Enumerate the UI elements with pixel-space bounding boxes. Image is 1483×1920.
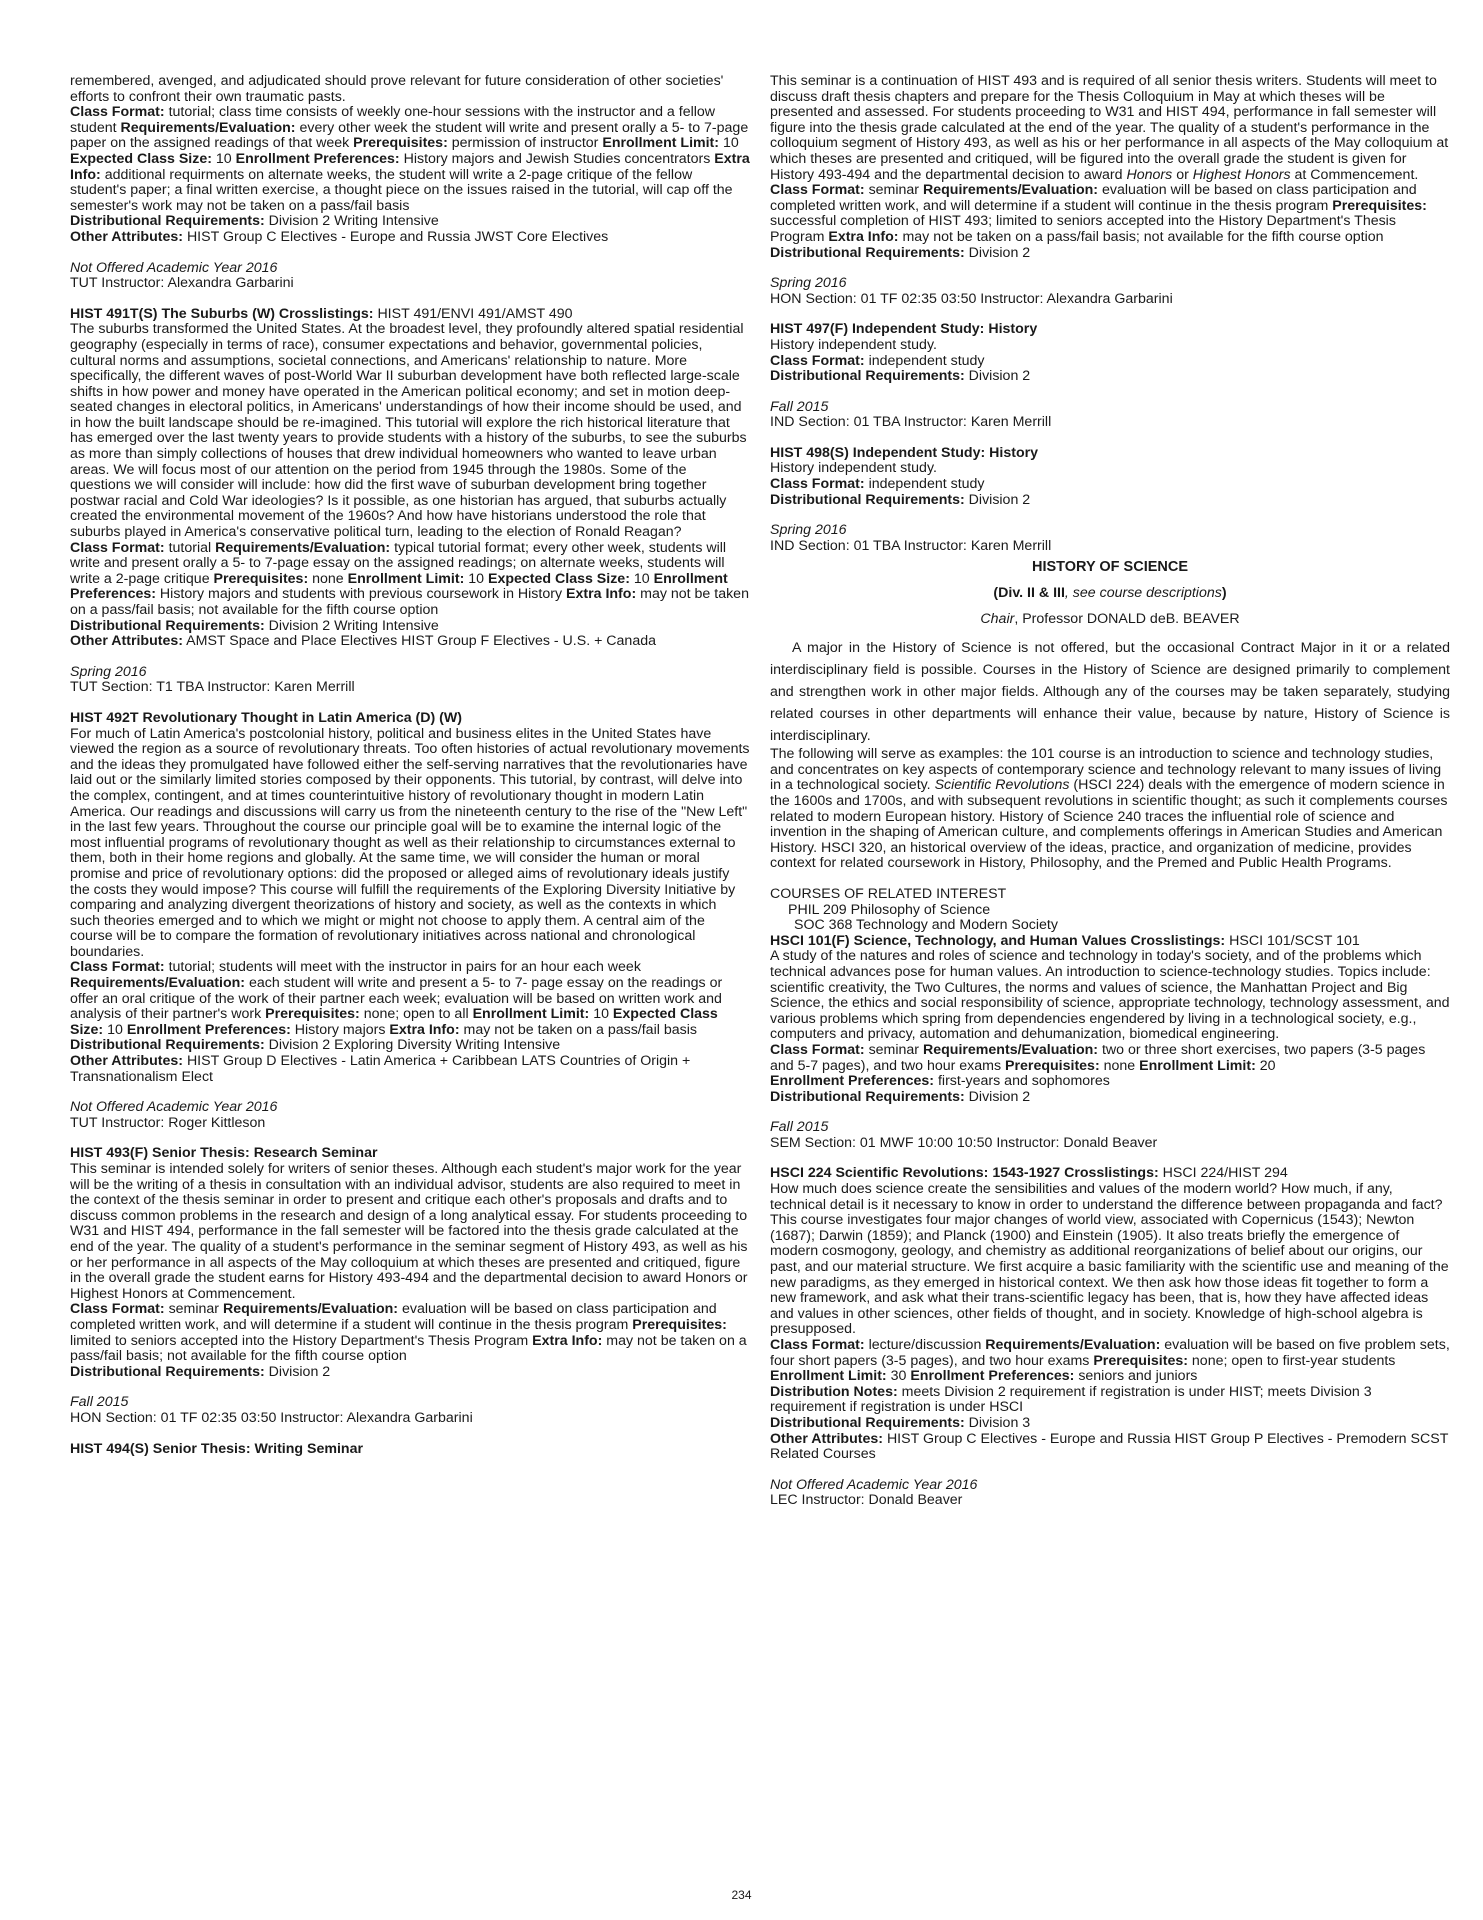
course-description: History independent study.	[770, 336, 937, 353]
section-info: HON Section: 01 TF 02:35 03:50 Instructor: Alexandra Garbarini	[770, 290, 1173, 307]
department-header	[770, 560, 1450, 933]
term: Not Offered Academic Year 2016	[770, 1476, 978, 1493]
page-number: 234	[731, 1888, 752, 1902]
course-description: This seminar is a continuation of HIST 493 and is required of all senior thesis writers. Students will meet to discuss draft thesis chapters and prepare for the Thesis Colloquium in May at which theses will be presented and assessed. For students proceeding to W31 and HIST 494, performance in fall semester will figure into the thesis grade calculated at the end of the year. The quality of a student's performance in the colloquium segment of History 493, as well as his or her performance in all aspects of the May colloquium at which theses are presented and critiqued, will be figured into the overall grade the student is given for History 493-494 and the departmental decision to award Honors or Highest Honors at Commencement.	[770, 73, 1449, 183]
course-title: HIST 492T Revolutionary Thought in Latin America (D) (W)	[70, 709, 463, 726]
course-description: History independent study.	[770, 460, 937, 477]
related-course: PHIL 209 Philosophy of Science	[788, 901, 991, 918]
term: Fall 2015	[770, 398, 829, 415]
course-entry: HIST 497(F) Independent Study: History History independent study. Class Format: independent study Distributional Requirements: Division 2 Fall 2015 IND Section: 01 TBA Instructor: Karen Merrill	[770, 322, 1450, 431]
term: Spring 2016	[70, 663, 147, 680]
right-column	[770, 74, 1450, 1509]
term: Spring 2016	[770, 522, 847, 539]
course-entry: HSCI 101(F) Science, Technology, and Human Values Crosslistings: HSCI 101/SCST 101 A study of the natures and roles of science and technology in today's society, and of the problems which technical advances pose for human values. An introduction to science-technology studies. Topics include: scientific creativity, the Two Cultures, the norms and values of science, the Manhattan Project and Big Science, the ethics and social responsibility of science, appropriate technology, technology assessment, and various problems which spring from dependencies engendered by living in a technological society, e.g., computers and privacy, automation and dehumanization, biomedical engineering. Class Format: seminar Requirements/Evaluation: two or three short exercises, two papers (3-5 pages and 5-7 pages), and two hour exams Prerequisites: none Enrollment Limit: 20 Enrollment Preferences: first-years and sophomores Distributional Requirements: Division 2 Fall 2015 SEM Section: 01 MWF 10:00 10:50 Instructor: Donald Beaver	[770, 932, 1450, 1151]
course-description: The suburbs transformed the United States. At the broadest level, they profoundly altered spatial residential geography (especially in terms of race), consumer expectations and behavior, governmental policies, cultural norms and assumptions, societal connections, and Americans' relationship to nature. More specifically, the different waves of post-World War II suburban development have both reflected large-scale shifts in how power and money have operated in the American political economy; and set in motion deep-seated changes in electoral politics, in Americans' understandings of how their income should be used, and in how the built landscape should be re-imagined. This tutorial will explore the rich historical literature that has emerged over the last twenty years to provide students with a history of the suburbs, to see the suburbs as more than simply collections of houses that drew individual homeowners who wanted to leave urban areas. We will focus most of our attention on the period from 1945 through the 1980s. Some of the questions we will consider will include: how did the first wave of suburban development bring together postwar racial and Cold War ideologies? Is it possible, as one historian has argued, that suburbs actually created the environmental movement of the 1960s? And how have historians understood the role that suburbs played in America's conservative political turn, leading to the election of Ronald Reagan?	[70, 321, 747, 541]
course-description: How much does science create the sensibilities and values of the modern world? How much, if any, technical detail is it necessary to know in order to understand the difference between propaganda and fact? This course investigates four major changes of world view, associated with Copernicus (1543); Newton (1687); Darwin (1859); and Planck (1900) and Einstein (1905). It also treats briefly the emergence of modern cosmogony, geology, and chemistry as additional reorganizations of belief about our origins, our past, and our material structure. We first acquire a basic familiarity with the scientific use and meaning of the new paradigms, as they emerged in historical context. We then ask how those ideas fit together to form a new framework, and ask what their trans-scientific legacy has been, that is, how they have affected ideas and values in other sciences, other fields of thought, and in society. Knowledge of high-school algebra is presupposed.	[770, 1181, 1449, 1338]
course-entry: HIST 493(F) Senior Thesis: Research Seminar This seminar is intended solely for writers of senior theses. Although each student's major work for the year will be the writing of a thesis in consultation with an individual advisor, students are also required to meet in the context of the thesis seminar in order to present and critique each other's proposals and drafts and to discuss common problems in the research and design of a long analytical essay. For students proceeding to W31 and HIST 494, performance in the fall semester will be factored into the thesis grade calculated at the end of the year. The quality of a student's performance in the seminar segment of History 493, as well as his or her performance in all aspects of the May colloquium at which theses are presented and critiqued, figure in the overall grade the student earns for History 493-494 and the departmental decision to award Honors or Highest Honors at Commencement. Class Format: seminar Requirements/Evaluation: evaluation will be based on class participation and completed written work, and will determine if a student will continue in the thesis program Prerequisites: limited to seniors accepted into the History Department's Thesis Program Extra Info: may not be taken on a pass/fail basis; not available for the fifth course option Distributional Requirements: Division 2 Fall 2015 HON Section: 01 TF 02:35 03:50 Instructor: Alexandra Garbarini	[70, 1146, 750, 1426]
term: Fall 2015	[770, 1119, 829, 1136]
section-info: HON Section: 01 TF 02:35 03:50 Instructor: Alexandra Garbarini	[70, 1409, 473, 1426]
course-description: A study of the natures and roles of science and technology in today's society, and of the problems which technical advances pose for human values. An introduction to science-technology studies. Topics include: scientific creativity, the Two Cultures, the norms and values of science, the Manhattan Project and Big Science, the ethics and social responsibility of science, appropriate technology, technology assessment, and various problems which spring from dependencies engendered by living in a technological society, e.g., computers and privacy, automation and dehumanization, biomedical engineering.	[770, 948, 1450, 1043]
course-title: HIST 491T(S) The Suburbs (W) Crosslistings: HIST 491/ENVI 491/AMST 490	[70, 305, 573, 322]
course-entry	[70, 1442, 750, 1458]
course-title: HSCI 224 Scientific Revolutions: 1543-1927 Crosslistings: HSCI 224/HIST 294	[770, 1165, 1288, 1182]
related-courses-heading: COURSES OF RELATED INTEREST	[770, 885, 1007, 902]
course-title: HIST 493(F) Senior Thesis: Research Seminar	[70, 1145, 378, 1162]
section-info: TUT Instructor: Roger Kittleson	[70, 1114, 266, 1131]
course-entry-continued: remembered, avenged, and adjudicated should prove relevant for future consideration of other societies' efforts to confront their own traumatic pasts. Class Format: tutorial; class time consists of weekly one-hour sessions with the instructor and a fellow student Requirements/Evaluation: every other week the student will write and present orally a 5- to 7-page paper on the assigned readings of that week Prerequisites: permission of instructor Enrollment Limit: 10 Expected Class Size: 10 Enrollment Preferences: History majors and Jewish Studies concentrators Extra Info: additional requirments on alternate weeks, the student will write a 2-page critique of the fellow student's paper; a final written exercise, a thought piece on the issues raised in the tutorial, will cap off the semester's work may not be taken on a pass/fail basis Distributional Requirements: Division 2 Writing Intensive Other Attributes: HIST Group C Electives - Europe and Russia JWST Core Electives Not Offered Academic Year 2016 TUT Instructor: Alexandra Garbarini	[70, 73, 750, 292]
department-divisions: (Div. II & III, see course descriptions)	[993, 585, 1227, 602]
section-info: TUT Instructor: Alexandra Garbarini	[70, 275, 294, 292]
term: Fall 2015	[70, 1394, 129, 1411]
department-intro: A major in the History of Science is not offered, but the occasional Contract Major in it or a related interdisciplinary field is possible. Courses in the History of Science are designed primarily to complement and strengthen work in other major fields. Although any of the courses may be taken separately, studying related courses in other departments will enhance their value, because by nature, History of Science is interdisciplinary.	[770, 640, 1450, 745]
term: Spring 2016	[770, 275, 847, 292]
section-info: SEM Section: 01 MWF 10:00 10:50 Instructor: Donald Beaver	[770, 1134, 1158, 1151]
course-description: remembered, avenged, and adjudicated should prove relevant for future consideration of other societies' efforts to confront their own traumatic pasts.	[70, 73, 724, 105]
course-description: This seminar is intended solely for writers of senior theses. Although each student's major work for the year will be the writing of a thesis in consultation with an individual advisor, students are also required to meet in the context of the thesis seminar in order to present and critique each other's proposals and drafts and to discuss common problems in the research and design of a long analytical essay. For students proceeding to W31 and HIST 494, performance in the fall semester will be factored into the thesis grade calculated at the end of the year. The quality of a student's performance in the seminar segment of History 493, as well as his or her performance in all aspects of the May colloquium at which theses are presented and critiqued, figure in the overall grade the student earns for History 493-494 and the departmental decision to award Honors or Highest Honors at Commencement.	[70, 1161, 748, 1302]
term: Not Offered Academic Year 2016	[70, 1099, 278, 1116]
term: Not Offered Academic Year 2016	[70, 259, 278, 276]
department-chair: Chair, Professor DONALD deB. BEAVER	[980, 610, 1240, 627]
left-column	[70, 74, 750, 1457]
course-entry: HIST 491T(S) The Suburbs (W) Crosslistings: HIST 491/ENVI 491/AMST 490 The suburbs transformed the United States. At the broadest level, they profoundly altered spatial residential geography (especially in terms of race), consumer expectations and behavior, governmental policies, cultural norms and assumptions, societal connections, and Americans' relationship to nature. More specifically, the different waves of post-World War II suburban development have both reflected large-scale shifts in how power and money have operated in the American political economy; and set in motion deep-seated changes in electoral politics, in Americans' understandings of how their income should be used, and in how the built landscape should be re-imagined. This tutorial will explore the rich historical literature that has emerged over the last twenty years to provide students with a history of the suburbs, to see the suburbs as more than simply collections of houses that drew individual homeowners who wanted to leave urban areas. We will focus most of our attention on the period from 1945 through the 1980s. Some of the questions we will consider will include: how did the first wave of suburban development bring together postwar racial and Cold War ideologies? Is it possible, as one historian has argued, that suburbs actually created the environmental movement of the 1960s? And how have historians understood the role that suburbs played in America's conservative political turn, leading to the election of Ronald Reagan? Class Format: tutorial Requirements/Evaluation: typical tutorial format; every other week, students will write and present orally a 5- to 7-page essay on the assigned readings; on alternate weeks, students will write a 2-page critique Prerequisites: none Enrollment Limit: 10 Expected Class Size: 10 Enrollment Preferences: History majors and students with previous coursework in History Extra Info: may not be taken on a pass/fail basis; not available for the fifth course option Distributional Requirements: Division 2 Writing Intensive Other Attributes: AMST Space and Place Electives HIST Group F Electives - U.S. + Canada Spring 2016 TUT Section: T1 TBA Instructor: Karen Merrill	[70, 305, 749, 696]
course-title: HIST 494(S) Senior Thesis: Writing Seminar	[70, 1440, 364, 1457]
course-description: For much of Latin America's postcolonial history, political and business elites in the United States have viewed the region as a source of revolutionary threats. Too often histories of actual revolutionary movements and the ideas they promulgated have followed either the self-serving narratives that the revolutionaries have laid out or the similarly limited stories composed by their opponents. This tutorial, by contrast, will delve into the complex, contingent, and at times counterintuitive history of revolutionary thought in modern Latin America. Our readings and discussions will carry us from the nineteenth century to the rise of the "New Left" in the last few years. Throughout the course our principle goal will be to examine the internal logic of the most influential programs of revolutionary thought as well as their relationship to circumstances external to them, both in their home regions and globally. At the same time, we will consider the human or moral promise and price of revolutionary options: did the proposed or alleged aims of revolutionary ideals justify the costs they would impose? This course will fulfill the requirements of the Exploring Diversity Initiative by comparing and analyzing divergent theorizations of history and society, as well as the contexts in which such theories emerged and to which we might or might not choose to apply them. A central aim of the course will be to compare the formation of revolutionary initiatives across national and chronological boundaries.	[70, 725, 750, 960]
course-title: HIST 497(F) Independent Study: History	[770, 321, 1038, 338]
course-entry-continued: This seminar is a continuation of HIST 493 and is required of all senior thesis writers. Students will meet to discuss draft thesis chapters and prepare for the Thesis Colloquium in May at which theses will be presented and assessed. For students proceeding to W31 and HIST 494, performance in fall semester will figure into the thesis grade calculated at the end of the year. The quality of a student's performance in the colloquium segment of History 493, as well as his or her performance in all aspects of the May colloquium at which theses are presented and critiqued, will be figured into the overall grade the student is given for History 493-494 and the departmental decision to award Honors or Highest Honors at Commencement. Class Format: seminar Requirements/Evaluation: evaluation will be based on class participation and completed written work, and will determine if a student will continue in the thesis program Prerequisites: successful completion of HIST 493; limited to seniors accepted into the History Department's Thesis Program Extra Info: may not be taken on a pass/fail basis; not available for the fifth course option Distributional Requirements: Division 2 Spring 2016 HON Section: 01 TF 02:35 03:50 Instructor: Alexandra Garbarini	[770, 73, 1449, 307]
department-title: HISTORY OF SCIENCE	[1031, 559, 1189, 576]
course-entry: HSCI 224 Scientific Revolutions: 1543-1927 Crosslistings: HSCI 224/HIST 294 How much does science create the sensibilities and values of the modern world? How much, if any, technical detail is it necessary to know in order to understand the difference between propaganda and fact? This course investigates four major changes of world view, associated with Copernicus (1543); Newton (1687); Darwin (1859); and Planck (1900) and Einstein (1905). It also treats briefly the emergence of modern cosmogony, geology, and chemistry as additional reorganizations of belief about our origins, our past, and our material structure. We first acquire a basic familiarity with the scientific use and meaning of the new paradigms, as they emerged in historical context. We then ask how those ideas fit together to form a new framework, and ask what their trans-scientific legacy has been, that is, how they have affected ideas and values in other sciences, other fields of thought, and in society. Knowledge of high-school algebra is presupposed. Class Format: lecture/discussion Requirements/Evaluation: evaluation will be based on five problem sets, four short papers (3-5 pages), and two hour exams Prerequisites: none; open to first-year students Enrollment Limit: 30 Enrollment Preferences: seniors and juniors Distribution Notes: meets Division 2 requirement if registration is under HIST; meets Division 3 requirement if registration is under HSCI Distributional Requirements: Division 3 Other Attributes: HIST Group C Electives - Europe and Russia HIST Group P Electives - Premodern SCST Related Courses Not Offered Academic Year 2016 LEC Instructor: Donald Beaver	[770, 1165, 1450, 1509]
course-title: HSCI 101(F) Science, Technology, and Human Values Crosslistings: HSCI 101/SCST 101	[770, 932, 1360, 949]
section-info: TUT Section: T1 TBA Instructor: Karen Merrill	[70, 679, 355, 696]
section-info: IND Section: 01 TBA Instructor: Karen Merrill	[770, 414, 1052, 431]
section-info: IND Section: 01 TBA Instructor: Karen Merrill	[770, 537, 1052, 554]
section-info: LEC Instructor: Donald Beaver	[770, 1492, 963, 1509]
course-entry: HIST 498(S) Independent Study: History History independent study. Class Format: independent study Distributional Requirements: Division 2 Spring 2016 IND Section: 01 TBA Instructor: Karen Merrill	[770, 446, 1450, 555]
related-course: SOC 368 Technology and Modern Society	[794, 917, 1058, 934]
department-examples: The following will serve as examples: the 101 course is an introduction to science and technology studies, and concentrates on key aspects of contemporary science and technology relevant to many issues of living in a technological society. Scientific Revolutions (HSCI 224) deals with the emergence of modern science in the 1600s and 1700s, and with subsequent revolutions in scientific thought; as such it complements courses related to modern European history. History of Science 240 traces the influential role of science and invention in the shaping of American culture, and complements offerings in American Studies and American History. HSCI 320, an historical overview of the ideas, practice, and organization of medicine, provides context for related coursework in History, Philosophy, and the Premed and Public Health Programs.	[770, 746, 1448, 872]
course-title: HIST 498(S) Independent Study: History	[770, 444, 1039, 461]
course-entry: HIST 492T Revolutionary Thought in Latin America (D) (W) For much of Latin America's postcolonial history, political and business elites in the United States have viewed the region as a source of revolutionary threats. Too often histories of actual revolutionary movements and the ideas they promulgated have followed either the self-serving narratives that the revolutionaries have laid out or the similarly limited stories composed by their opponents. This tutorial, by contrast, will delve into the complex, contingent, and at times counterintuitive history of revolutionary thought in modern Latin America. Our readings and discussions will carry us from the nineteenth century to the rise of the "New Left" in the last few years. Throughout the course our principle goal will be to examine the internal logic of the most influential programs of revolutionary thought as well as their relationship to circumstances external to them, both in their home regions and globally. At the same time, we will consider the human or moral promise and price of revolutionary options: did the proposed or alleged aims of revolutionary ideals justify the costs they would impose? This course will fulfill the requirements of the Exploring Diversity Initiative by comparing and analyzing divergent theorizations of history and society, as well as the contexts in which such theories emerged and to which we might or might not choose to apply them. A central aim of the course will be to compare the formation of revolutionary initiatives across national and chronological boundaries. Class Format: tutorial; students will meet with the instructor in pairs for an hour each week Requirements/Evaluation: each student will write and present a 5- to 7- page essay on the readings or offer an oral critique of the work of their partner each week; evaluation will be based on written work and analysis of their partner's work Prerequisites: none; open to all Enrollment Limit: 10 Expected Class Size: 10 Enrollment Preferences: History majors Extra Info: may not be taken on a pass/fail basis Distributional Requirements: Division 2 Exploring Diversity Writing Intensive Other Attributes: HIST Group D Electives - Latin America + Caribbean LATS Countries of Origin + Transnationalism Elect Not Offered Academic Year 2016 TUT Instructor: Roger Kittleson	[70, 709, 750, 1131]
